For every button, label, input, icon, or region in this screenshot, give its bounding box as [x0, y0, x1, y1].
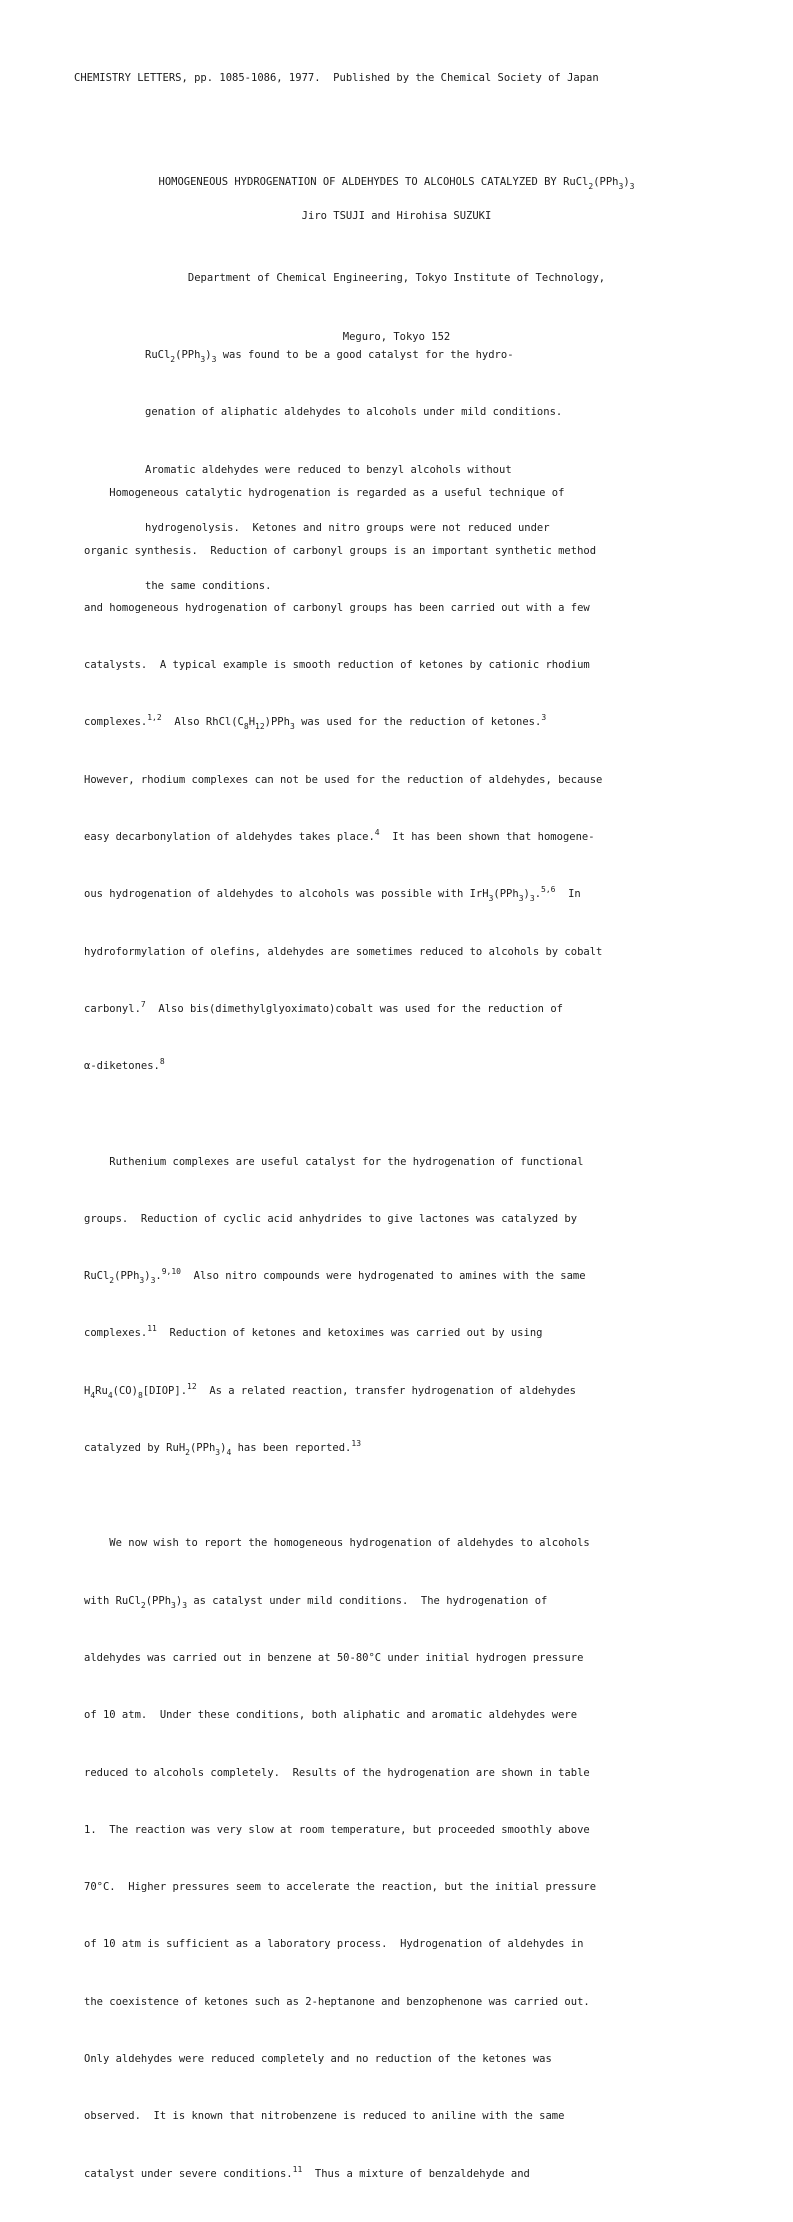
subscript: 2: [109, 1276, 115, 1286]
title-text: (PPh: [593, 176, 619, 188]
text-run: H: [84, 1384, 91, 1397]
body-line: catalysts. A typical example is smooth reduction of ketones by cationic rhodium: [84, 659, 590, 672]
text-run: complexes.: [84, 1327, 148, 1340]
subscript: 3: [200, 354, 206, 364]
body-line: However, rhodium complexes can not be used for the reduction of aldehydes, because: [84, 773, 603, 786]
text-run: complexes.: [84, 716, 148, 729]
text-run: ): [175, 1594, 183, 1607]
text-run: (PPh: [189, 1441, 216, 1454]
body-line: 1. The reaction was very slow at room temperature, but proceeded smoothly above: [84, 1823, 590, 1836]
text-run: In: [555, 888, 581, 901]
body-line: [84, 1000, 602, 1019]
body-line: [84, 1057, 602, 1076]
subscript: 3: [182, 1600, 188, 1610]
citation-superscript: 3: [541, 713, 547, 723]
citation-superscript: 12: [187, 1381, 197, 1391]
subscript: 8: [243, 722, 249, 732]
citation-superscript: 11: [292, 2164, 303, 2174]
text-run: with RuCl: [84, 1594, 141, 1607]
abstract-line: genation of aliphatic aldehydes to alcohols under mild conditions.: [145, 406, 563, 419]
text-run: was found to be a good catalyst for the hydro-: [216, 348, 514, 361]
body-line: [84, 885, 602, 904]
text-run: (PPh: [114, 1270, 140, 1283]
subscript: 4: [107, 1390, 113, 1400]
body-line: of 10 atm is sufficient as a laboratory process. Hydrogenation of aldehydes in: [84, 1938, 584, 1951]
body-line: organic synthesis. Reduction of carbonyl groups is an important synthetic method: [84, 544, 597, 557]
abstract-line: the same conditions.: [145, 580, 272, 593]
text-run: Also nitro compounds were hydrogenated to amines with the same: [181, 1270, 586, 1283]
subscript: 3: [211, 354, 217, 364]
body-line: [84, 1439, 602, 1458]
text-run: as catalyst under mild conditions. The hydrogenation of: [187, 1594, 548, 1607]
body-line: [84, 2165, 602, 2184]
text-run: RuCl: [84, 1270, 110, 1283]
journal-header: CHEMISTRY LETTERS, pp. 1085-1086, 1977. Published by the Chemical Society of Japan: [74, 72, 599, 84]
text-run: Reduction of ketones and ketoximes was carried out by using: [156, 1327, 543, 1340]
text-run: ): [523, 888, 530, 901]
body-line: 70°C. Higher pressures seem to accelerate the reaction, but the initial pressure: [84, 1881, 597, 1894]
subscript: 3: [150, 1276, 156, 1286]
title-text: HOMOGENEOUS HYDROGENATION OF ALDEHYDES TO ALCOHOLS CATALYZED BY RuCl: [158, 176, 589, 188]
text-run: (PPh: [493, 888, 519, 901]
paper-title: [0, 176, 793, 191]
citation-superscript: 4: [374, 827, 380, 837]
body-text: [84, 427, 602, 2222]
body-line: reduced to alcohols completely. Results of the hydrogenation are shown in table: [84, 1766, 590, 1779]
authors: Jiro TSUJI and Hirohisa SUZUKI: [301, 210, 492, 222]
text-run: RuCl: [145, 348, 171, 361]
subscript: 3: [171, 1600, 176, 1610]
body-line: We now wish to report the homogeneous hydrogenation of aldehydes to alcohols: [84, 1537, 590, 1550]
subscript: 3: [518, 894, 524, 904]
abstract-line: Aromatic aldehydes were reduced to benzyl alcohols without: [145, 464, 512, 477]
body-line: [84, 713, 602, 732]
text-run: )PPh: [264, 716, 290, 729]
body-line: Only aldehydes were reduced completely and no reduction of the ketones was: [84, 2052, 552, 2065]
citation-superscript: 1,2: [147, 713, 162, 723]
subscript: 3: [529, 894, 535, 904]
subscript: 3: [215, 1447, 221, 1457]
affiliation-line: Meguro, Tokyo 152: [342, 330, 451, 343]
subscript: 12: [255, 722, 265, 732]
text-run: ): [220, 1441, 227, 1454]
citation-superscript: 11: [147, 1324, 157, 1334]
subscript: 3: [139, 1276, 145, 1286]
text-run: α-diketones.: [84, 1060, 160, 1073]
body-line: and homogeneous hydrogenation of carbonyl groups has been carried out with a few: [84, 601, 590, 614]
body-line: [84, 1592, 602, 1611]
subscript: 2: [170, 354, 176, 364]
title-text: ): [623, 176, 630, 188]
text-run: has been reported.: [231, 1441, 352, 1454]
body-line: Ruthenium complexes are useful catalyst for the hydrogenation of functional: [84, 1155, 584, 1168]
title-subscript: 3: [629, 182, 635, 191]
citation-superscript: 9,10: [161, 1267, 181, 1277]
body-line: hydroformylation of olefins, aldehydes are sometimes reduced to alcohols by cobalt: [84, 945, 603, 958]
subscript: 2: [185, 1447, 190, 1457]
body-line: [84, 828, 602, 847]
text-run: It has been shown that homogene-: [379, 830, 595, 843]
text-run: (PPh: [145, 1594, 172, 1607]
text-run: ): [205, 348, 212, 361]
text-run: catalyzed by RuH: [84, 1441, 186, 1454]
subscript: 4: [90, 1390, 96, 1400]
subscript: 8: [137, 1390, 143, 1400]
text-run: .: [155, 1270, 162, 1283]
text-run: [DIOP].: [142, 1384, 188, 1397]
subscript: 3: [488, 894, 494, 904]
citation-superscript: 5,6: [541, 885, 556, 895]
text-run: catalyst under severe conditions.: [84, 2167, 293, 2180]
text-run: Also bis(dimethylglyoximato)cobalt was used for the reduction of: [145, 1002, 563, 1015]
text-run: carbonyl.: [84, 1002, 141, 1015]
body-line: [84, 1382, 602, 1401]
text-run: ): [144, 1270, 151, 1283]
text-run: H: [248, 716, 256, 729]
title-subscript: 3: [618, 182, 624, 191]
body-line: [84, 1267, 602, 1286]
text-run: Ru: [95, 1384, 108, 1397]
text-run: ous hydrogenation of aldehydes to alcohols was possible with IrH: [84, 888, 489, 901]
text-run: easy decarbonylation of aldehydes takes place.: [84, 830, 375, 843]
text-run: (CO): [112, 1384, 138, 1397]
body-line: of 10 atm. Under these conditions, both aliphatic and aromatic aldehydes were: [84, 1709, 578, 1722]
citation-superscript: 8: [159, 1057, 165, 1067]
text-run: was used for the reduction of ketones.: [294, 716, 542, 729]
subscript: 3: [289, 722, 295, 732]
subscript: 2: [140, 1600, 146, 1610]
body-line: the coexistence of ketones such as 2-heptanone and benzophenone was carried out.: [84, 1995, 590, 2008]
text-run: .: [534, 888, 542, 901]
text-run: As a related reaction, transfer hydrogenation of aldehydes: [196, 1384, 576, 1397]
body-line: Homogeneous catalytic hydrogenation is regarded as a useful technique of: [84, 487, 565, 500]
citation-superscript: 13: [351, 1438, 362, 1448]
abstract-line: [145, 346, 562, 365]
abstract-line: hydrogenolysis. Ketones and nitro groups were not reduced under: [145, 522, 550, 535]
text-run: Also RhCl(C: [161, 716, 244, 729]
body-line: groups. Reduction of cyclic acid anhydrides to give lactones was catalyzed by: [84, 1212, 578, 1225]
text-run: (PPh: [175, 348, 201, 361]
body-line: [84, 1324, 602, 1343]
citation-superscript: 7: [140, 999, 146, 1009]
affiliation-line: Department of Chemical Engineering, Tokyo Institute of Technology,: [187, 272, 606, 284]
body-line: observed. It is known that nitrobenzene is reduced to aniline with the same: [84, 2110, 565, 2123]
body-line: aldehydes was carried out in benzene at 50-80°C under initial hydrogen pressure: [84, 1652, 584, 1664]
title-subscript: 2: [588, 182, 594, 191]
subscript: 4: [226, 1447, 232, 1457]
text-run: Thus a mixture of benzaldehyde and: [302, 2167, 530, 2180]
